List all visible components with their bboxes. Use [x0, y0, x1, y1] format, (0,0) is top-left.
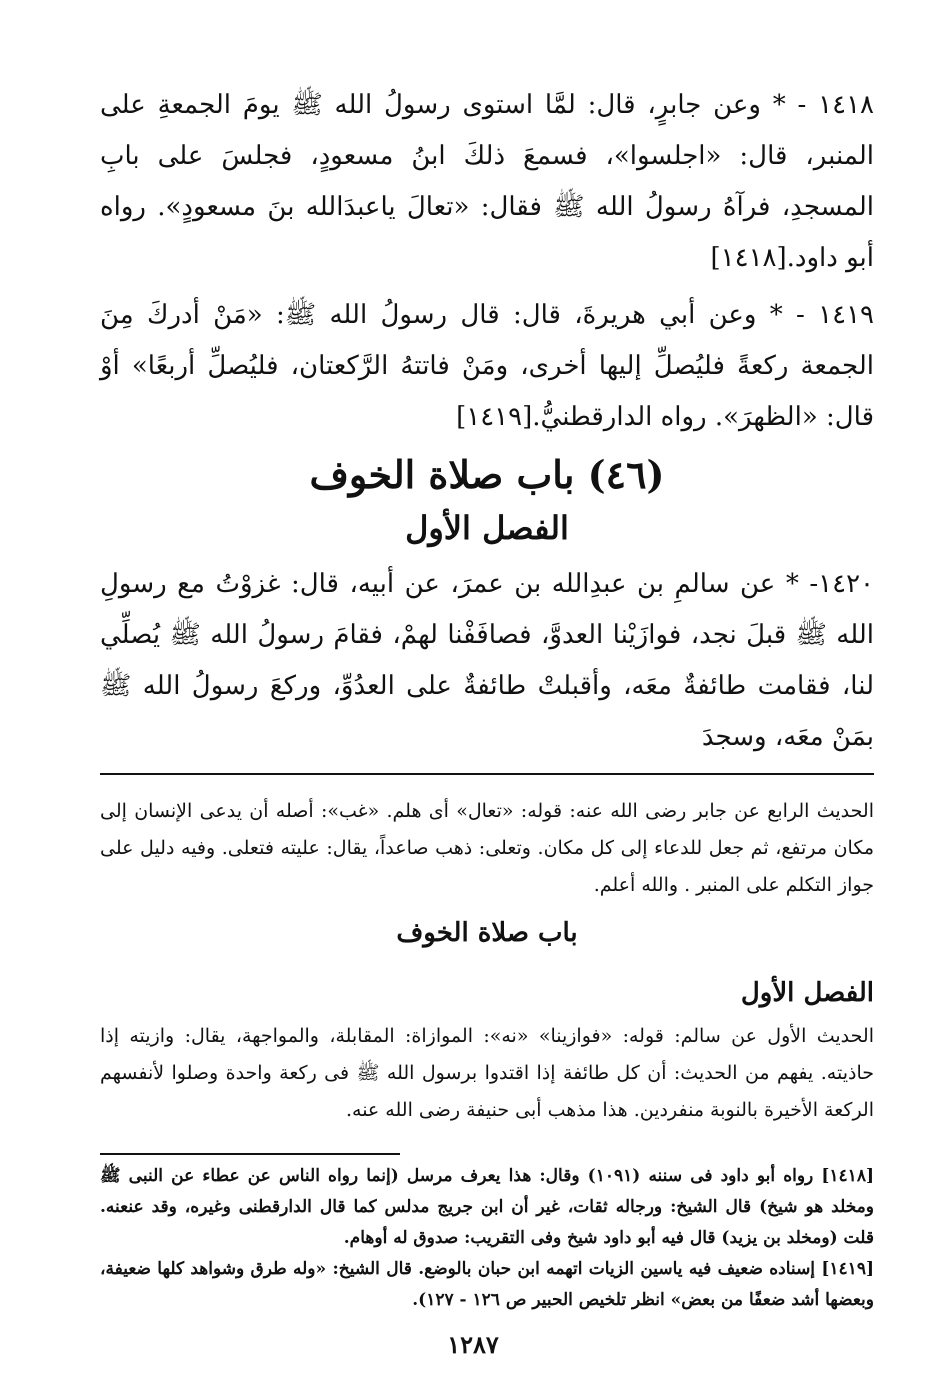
commentary-paragraph: الحديث الرابع عن جابر رضى الله عنه: قوله: «تعال» أى هلم. «غب»: أصله أن يدعى الإنسان إلى مكان مرتفع، ثم جعل للدعاء إلى كل مكان. وتعلى: ذهب صاعداً، يقال: عليته فتعلى. وفيه دليل على جواز التكلم على المنبر . والله أعلم. — [100, 800, 874, 896]
hadith-1420: ١٤٢٠- * عن سالمِ بن عبدِالله بن عمرَ، عن أبيه، قال: غزوْتُ مع رسولِ الله ﷺ قبلَ نجد، فوازَيْنا العدوَّ، فصافَفْنا لهمْ، فقامَ رسولُ الله ﷺ يُصلِّي لنا، فقامت طائفةٌ معَه، وأقبلتْ طائفةٌ على العدُوِّ، وركعَ رسولُ الله ﷺ بمَنْ معَه، وسجدَ — [100, 569, 874, 752]
hadith-1418: ١٤١٨ - * وعن جابرٍ، قال: لمَّا استوى رسولُ الله ﷺ يومَ الجمعةِ على المنبر، قال: «اجلسوا»، فسمعَ ذلكَ ابنُ مسعودٍ، فجلسَ على بابِ المسجدِ، فرآهُ رسولُ الله ﷺ فقال: «تعالَ ياعبدَالله بنَ مسعودٍ». رواه أبو داود.[١٤١٨] — [100, 90, 874, 273]
commentary-divider — [100, 773, 874, 775]
section-heading: الفصل الأول — [405, 509, 569, 547]
page-body — [100, 80, 874, 1316]
chapter-heading: (٤٦) باب صلاة الخوف — [309, 452, 665, 497]
commentary-paragraph: الحديث الأول عن سالم: قوله: «فوازينا» «نه»: الموازاة: المقابلة، والمواجهة، يقال: وازيته إذا حاذيته. يفهم من الحديث: أن كل طائفة إذا اقتدوا برسول الله ﷺ فى ركعة واحدة وصلوا لأنفسهم الركعة الأخيرة بالنوبة منفردين. هذا مذهب أبى حنيفة رضى الله عنه. — [100, 1025, 874, 1121]
hadith-1419: ١٤١٩ - * وعن أبي هريرةَ، قال: قال رسولُ الله ﷺ: «مَنْ أدركَ مِنَ الجمعة ركعةً فليُصلِّ إليها أخرى، ومَنْ فاتتهُ الرَّكعتان، فليُصلِّ أربعًا» أوْ قال: «الظهرَ». رواه الدارقطنيُّ.[١٤١٩] — [100, 300, 874, 432]
page-number: ١٢٨٧ — [447, 1330, 499, 1359]
commentary-heading: باب صلاة الخوف — [396, 918, 578, 948]
footnote-1418: [١٤١٨] رواه أبو داود فى سننه (١٠٩١) وقال: هذا يعرف مرسل (إنما رواه الناس عن عطاء عن النبى ﷺ ومخلد هو شيخ) قال الشيخ: ورجاله ثقات، غير أن ابن جريج مدلس كما قال الدارقطنى وغيره، وقد عنعنه. قلت (ومخلد بن يزيد) قال فيه أبو داود شيخ وفى التقريب: صدوق له أوهام. — [100, 1166, 874, 1248]
footnote-1419: [١٤١٩] إسناده ضعيف فيه ياسين الزيات اتهمه ابن حبان بالوضع. قال الشيخ: «وله طرق وشواهد كلها ضعيفة، وبعضها أشد ضعفًا من بعض» انظر تلخيص الحبير ص ١٢٦ - ١٢٧). — [100, 1259, 874, 1310]
footnote-divider — [100, 1153, 400, 1155]
commentary-section-heading: الفصل الأول — [740, 978, 874, 1008]
